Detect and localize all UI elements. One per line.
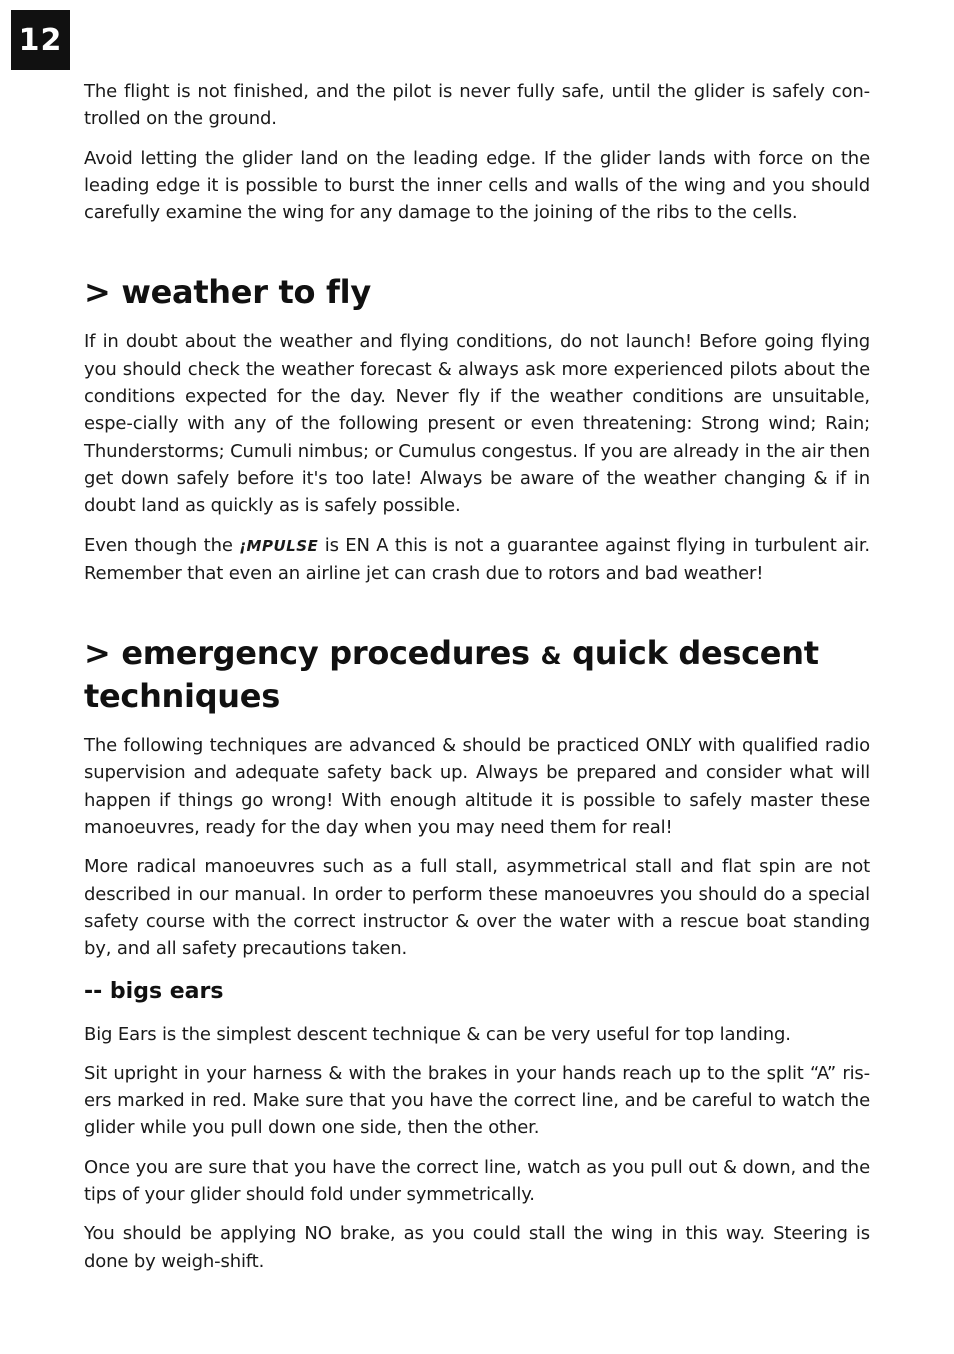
- weather-paragraph-2: [84, 532, 870, 588]
- weather-paragraph-2-end: is EN A this is not a guarantee against flying in turbulent air. Remember that even an airline jet can crash due to rotors and bad weather!: [84, 534, 870, 584]
- intro-paragraph-2: Avoid letting the glider land on the leading edge. If the glider lands with force on the leading edge it is possible to burst the inner cells and walls of the wing and you should carefully examine the wing for any damage to the joining of the ribs to the cells.: [84, 147, 870, 224]
- brand-name: ¡MPULSE: [239, 536, 319, 555]
- emergency-paragraph-2: More radical manoeuvres such as a full stall, asymmetrical stall and flat spin are not described in our manual. In order to perform these manoeuvres you should do a special safety course with the correct instructor & over the water with a rescue boat standing by, and all safety precautions taken.: [84, 856, 870, 960]
- page-content: [84, 78, 870, 1287]
- big-ears-heading: -- bigs ears: [84, 978, 224, 1004]
- emergency-heading-part-1: > emergency procedures: [84, 634, 541, 673]
- big-ears-paragraph-1: Big Ears is the simplest descent technique & can be very useful for top landing.: [84, 1023, 791, 1045]
- big-ears-paragraph-4: You should be applying NO brake, as you could stall the wing in this way. Steering is done by weigh-shift.: [84, 1223, 870, 1272]
- page-number: 12: [11, 10, 70, 70]
- big-ears-paragraph-2: Sit upright in your harness & with the brakes in your hands reach up to the split “A” ris-ers marked in red. Make sure that you have the correct line, and be careful to watch the glider while you pull down one side, then the other.: [84, 1062, 870, 1139]
- intro-paragraph-1: The flight is not finished, and the pilot is never fully safe, until the glider is safely con-trolled on the ground.: [84, 81, 870, 130]
- weather-paragraph-1: If in doubt about the weather and flying conditions, do not launch! Before going flying you should check the weather forecast & always ask more experienced pilots about the conditions expected for the day. Never fly if the weather conditions are unsuitable, espe-cially with any of the following present or even threatening: Strong wind; Rain; Thunderstorms; Cumuli nimbus; or Cumulus congestus. If you are already in the air then get down safely before it's too late! Always be aware of the weather changing & if in doubt land as quickly as is safely possible.: [84, 331, 870, 517]
- emergency-heading-part-2: quick descent techniques: [84, 634, 819, 716]
- weather-paragraph-2-start: Even though the: [84, 534, 240, 556]
- emergency-heading: [84, 633, 870, 716]
- emergency-paragraph-1: The following techniques are advanced & should be practiced ONLY with qualified radio supervision and adequate safety back up. Always be prepared and consider what will happen if things go wrong! With enough altitude it is possible to safely master these manoeuvres, ready for the day when you may need them for real!: [84, 735, 870, 839]
- emergency-heading-ampersand: &: [540, 642, 562, 671]
- weather-heading: > weather to fly: [84, 273, 371, 312]
- big-ears-paragraph-3: Once you are sure that you have the correct line, watch as you pull out & down, and the tips of your glider should fold under symmetrically.: [84, 1156, 870, 1206]
